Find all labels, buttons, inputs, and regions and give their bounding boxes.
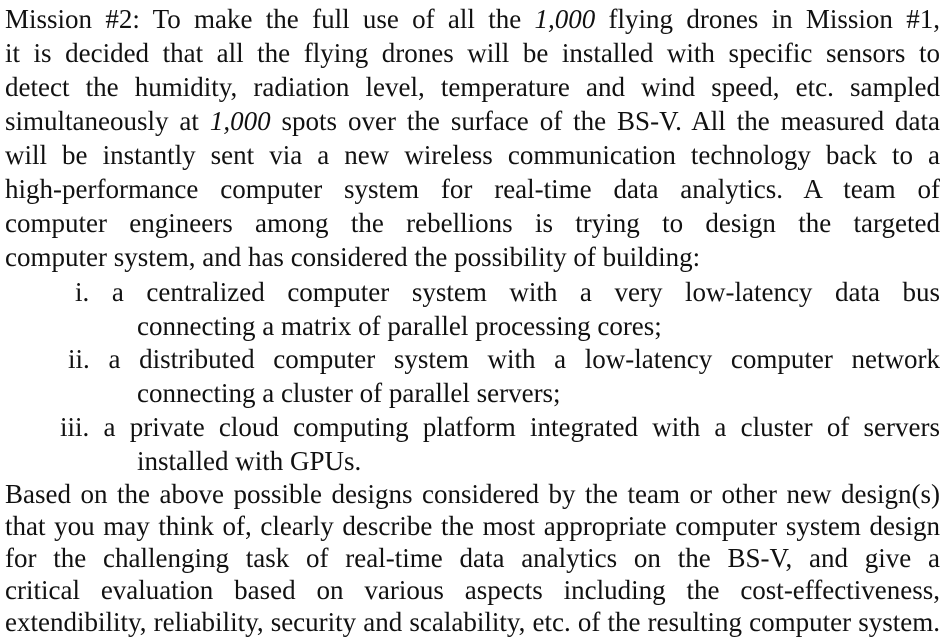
paragraph1-line-6: high-performance computer system for real-time data analytics. A team of [5,174,940,204]
paragraph1-line-1: Mission #2: To make the full use of all the 1,000 flying drones in Mission #1, [5,4,940,34]
list-item-3-text: a private cloud computing platform integrated with a cluster of servers [103,412,940,442]
paragraph2-line-4: critical evaluation based on various aspects including the cost-effectiveness, [5,575,940,605]
list-item-1-second-line: connecting a matrix of parallel processing cores; [137,311,662,341]
list-item-1-first-line [75,275,940,309]
list-item-3-second-line: installed with GPUs. [137,446,362,476]
paragraph1-line-2: it is decided that all the flying drones will be installed with specific sensors to [5,38,940,68]
paragraph1-line-4: simultaneously at 1,000 spots over the surface of the BS-V. All the measured data [5,106,940,136]
paragraph1-line-3: detect the humidity, radiation level, temperature and wind speed, etc. sampled [5,72,940,102]
paragraph1-line-5: will be instantly sent via a new wireless communication technology back to a [5,140,940,170]
list-item-2-text: a distributed computer system with a low-latency computer network [108,344,940,374]
paragraph1-line-8: computer system, and has considered the possibility of building: [5,242,701,272]
list-item-3-first-line [60,410,940,444]
list-item-2-second-line: connecting a cluster of parallel servers; [137,378,561,408]
list-item-3-marker: iii. [60,412,90,442]
paragraph2-line-5: extendibility, reliability, security and scalability, etc. of the resulting computer system. [5,607,940,637]
list-item-1-text: a centralized computer system with a very low-latency data bus [111,277,940,307]
paragraph2-line-3: for the challenging task of real-time data analytics on the BS-V, and give a [5,543,940,573]
italic-number: 1,000 [209,106,271,136]
list-item-2-marker: ii. [68,344,90,374]
paragraph1-line-7: computer engineers among the rebellions is trying to design the targeted [5,208,940,238]
list-item-1-marker: i. [75,277,90,307]
paragraph2-line-1: Based on the above possible designs considered by the team or other new design(s) [5,479,940,509]
list-item-2-first-line [68,342,940,376]
paragraph2-line-2: that you may think of, clearly describe the most appropriate computer system design [5,511,940,541]
italic-number: 1,000 [534,4,596,34]
